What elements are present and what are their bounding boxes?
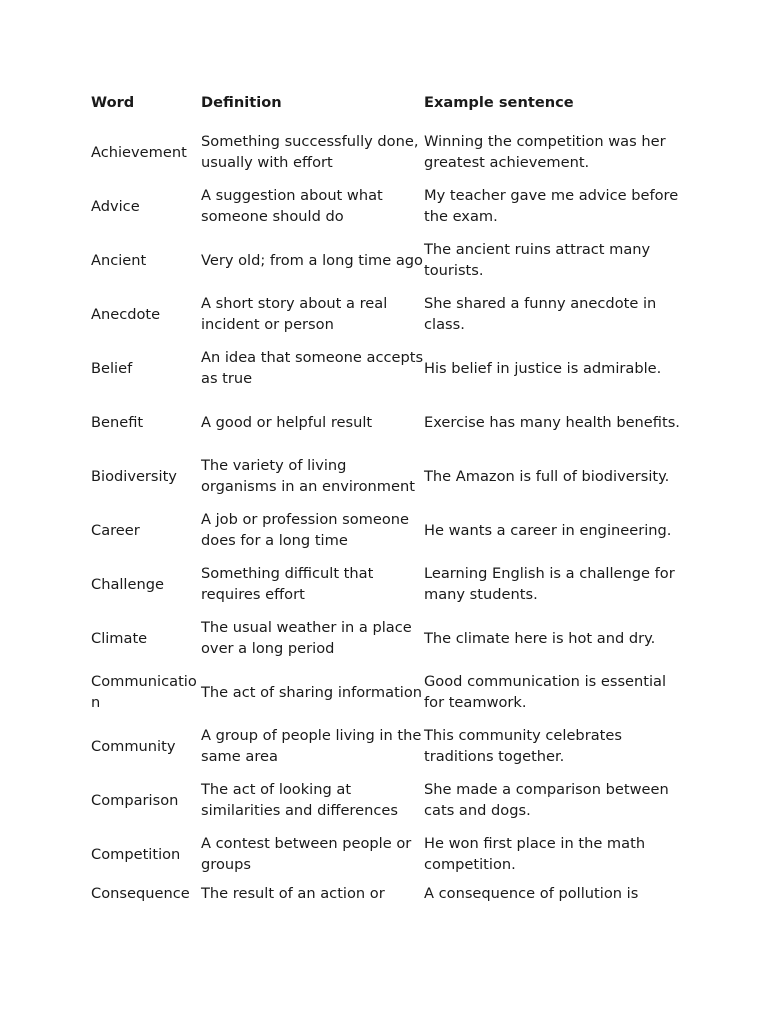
example-cell: The ancient ruins attract many tourists. [424,241,651,279]
word-cell: Anecdote [91,305,161,323]
table-row [91,449,687,503]
example-cell: Learning English is a challenge for many students. [424,565,675,603]
definition-cell: Something successfully done, usually with effort [201,133,419,171]
table-row [91,395,687,449]
word-cell: Climate [91,629,148,647]
header-word: Word [91,94,135,111]
definition-cell: Very old; from a long time ago [201,251,423,269]
table-row [91,125,687,179]
word-cell: Ancient [91,251,147,269]
example-cell: His belief in justice is admirable. [424,359,662,377]
example-cell: The climate here is hot and dry. [424,629,656,647]
word-cell: Benefit [91,413,144,431]
definition-cell: The result of an action or [201,885,385,902]
table-row [91,287,687,341]
example-cell: Exercise has many health benefits. [424,413,680,431]
definition-cell: An idea that someone accepts as true [201,349,424,387]
table-row [91,881,687,902]
definition-cell: A group of people living in the same area [201,727,422,765]
table-row [91,503,687,557]
table-row [91,665,687,719]
example-cell: He wants a career in engineering. [424,521,672,539]
word-cell: Achievement [91,143,187,161]
word-cell: Career [91,521,140,539]
table-row [91,827,687,881]
table-row [91,341,687,395]
table-row [91,719,687,773]
word-cell: Comparison [91,791,179,809]
definition-cell: A job or profession someone does for a long time [201,511,410,549]
vocabulary-table [91,92,687,902]
header-definition: Definition [201,94,282,111]
definition-cell: The usual weather in a place over a long period [201,619,412,657]
table-row [91,233,687,287]
example-cell: My teacher gave me advice before the exam. [424,187,679,225]
definition-cell: A contest between people or groups [201,835,412,873]
example-cell: This community celebrates traditions together. [424,727,622,765]
definition-cell: The variety of living organisms in an environment [201,457,415,495]
word-cell: Advice [91,197,140,215]
table-row [91,179,687,233]
word-cell: Challenge [91,575,164,593]
example-cell: She shared a funny anecdote in class. [424,295,657,333]
definition-cell: A suggestion about what someone should do [201,187,383,225]
word-cell: Competition [91,845,181,863]
definition-cell: The act of looking at similarities and differences [201,781,398,819]
word-cell: Biodiversity [91,467,177,485]
example-cell: The Amazon is full of biodiversity. [424,467,670,485]
example-cell: Good communication is essential for teamwork. [424,673,667,711]
vocabulary-sheet [91,92,691,902]
definition-cell: Something difficult that requires effort [201,565,374,603]
table-row [91,611,687,665]
table-row [91,773,687,827]
definition-cell: The act of sharing information [201,683,423,701]
example-cell: She made a comparison between cats and dogs. [424,781,669,819]
header-example-sentence: Example sentence [424,94,574,111]
table-row [91,557,687,611]
example-cell: Winning the competition was her greatest achievement. [424,133,666,171]
definition-cell: A short story about a real incident or person [201,295,388,333]
table-header-row [91,92,687,125]
word-cell: Consequence [91,885,190,902]
example-cell: He won first place in the math competition. [424,835,646,873]
word-cell: Community [91,737,176,755]
example-cell: A consequence of pollution is [424,885,639,902]
word-cell: Belief [91,359,133,377]
definition-cell: A good or helpful result [201,413,373,431]
word-cell: Communication [91,673,197,711]
